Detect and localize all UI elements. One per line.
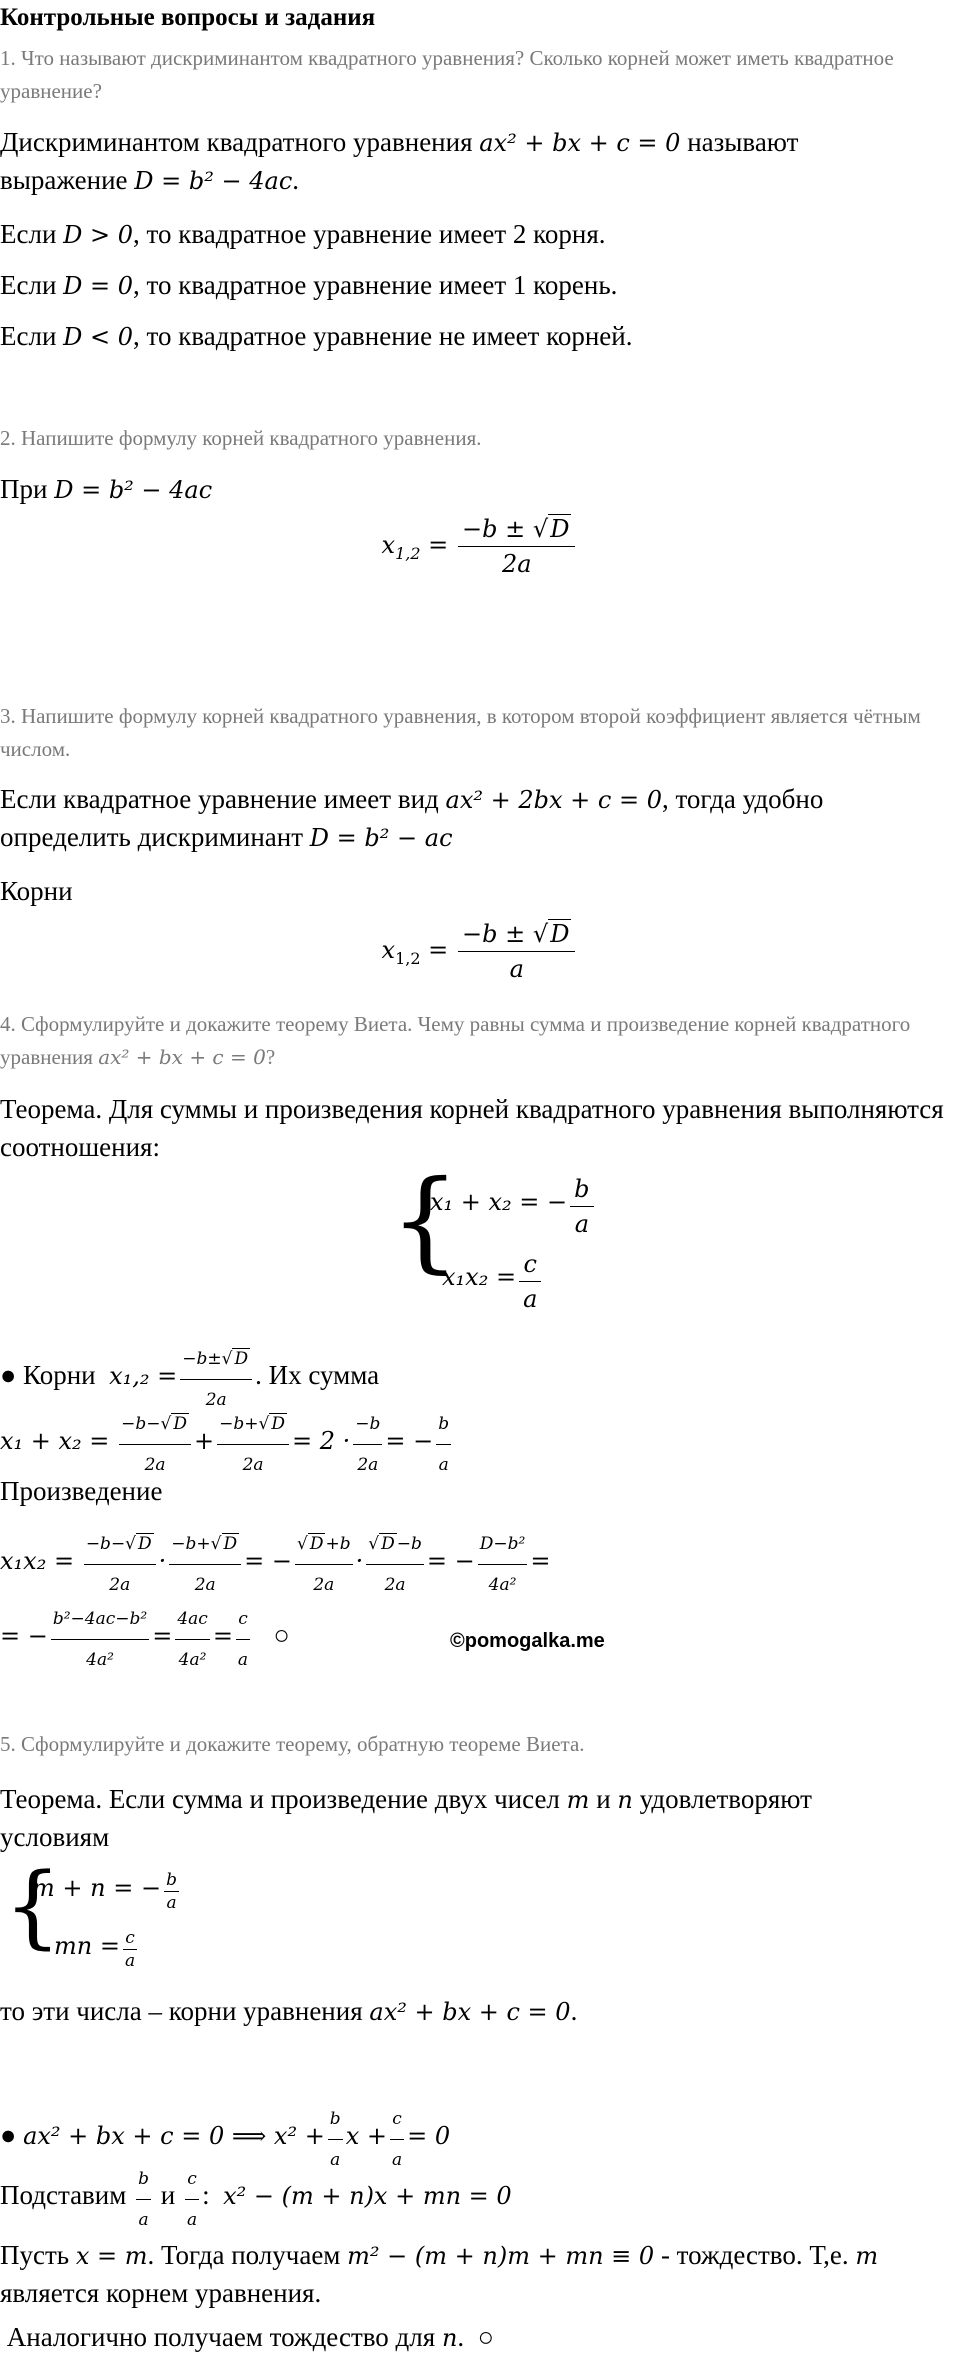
formula-roots-even: $x_{1,2}$ = $\frac{-b \pm √D}{a}$ [0, 920, 960, 983]
inverse-theorem-conclusion: то эти числа – корни уравнения ax² + bx + c = 0. [0, 1996, 578, 2026]
formula-quadratic: ax² + bx + c = 0 [479, 129, 681, 157]
answer-3-roots-label: Корни [0, 876, 73, 906]
case-d-positive: Если D > 0, то квадратное уравнение имеет 2 корня. [0, 219, 606, 249]
question-2: 2. Напишите формулу корней квадратного уравнения. [0, 426, 482, 450]
answer-1-line-1: Дискриминантом квадратного уравнения ax² + bx + c = 0 называют [0, 127, 799, 157]
vieta-proof-product-2: = − $\frac{\text{b²−4ac−b²}}{\text{4a²}}$ = $\frac{4ac}{\text{4a²}}$ = $\frac{c}{a}$ ○ [0, 1600, 950, 1679]
proof-end-icon: ○ [273, 1620, 290, 1650]
case-d-negative: Если D < 0, то квадратное уравнение не имеет корней. [0, 321, 633, 351]
answer-2-lead: При D = b² − 4ac [0, 474, 213, 504]
inverse-system: { m + n = − $\frac{b}{a}$ mn = $\frac{c}{a}$ [4, 1854, 177, 1971]
vieta-system: { x₁ + x₂ = − $\frac{b}{a}$ x₁x₂ = $\frac{c}{a}$ [390, 1175, 630, 1325]
question-4: 4. Сформулируйте и докажите теорему Виета. Чему равны сумма и произведение корней квадратного уравнения ax² + bx + c = 0? [0, 1012, 911, 1069]
inverse-theorem-line-1: Теорема. Если сумма и произведение двух чисел m и n удовлетворяют [0, 1784, 812, 1814]
vieta-proof-roots: ● Корни x₁,₂ = $\frac{-b\pm√ D}{2a}$ . Их сумма [0, 1340, 950, 1419]
vieta-theorem: Теорема. Для суммы и произведения корней квадратного уравнения выполняются соотношения: [0, 1094, 944, 1162]
inverse-proof-step-1: ● ax² + bx + c = 0 ⟹ x² + $\frac{b}{a}$ x + $\frac{c}{a}$ = 0 [0, 2100, 950, 2179]
vieta-proof-sum: x₁ + x₂ = $\frac{-b-√ D}{2a}$ + $\frac{-b+√ D}{2a}$ = 2 · $\frac{-b}{2a}$ = − $\frac{b}{a}$ [0, 1405, 950, 1484]
inverse-theorem-line-2: условиям [0, 1822, 110, 1852]
question-1: 1. Что называют дискриминантом квадратного уравнения? Сколько корней может иметь квадратное уравнение? [0, 46, 894, 103]
vieta-proof-product-1: x₁x₂ = $\frac{-b-√ D}{2a}$ · $\frac{-b+√ D}{2a}$ = − $\frac{√ D +b}{2a}$ · $\frac{√ D -b}{2a}$ = − $\frac{\text{D−b²}}{\text{4a²}}$ = [0, 1525, 950, 1604]
question-5: 5. Сформулируйте и докажите теорему, обратную теореме Виета. [0, 1732, 585, 1756]
answer-3-line-2: определить дискриминант D = b² − ac [0, 822, 453, 852]
formula-roots: $x_{1,2}$ = $\frac{-b \pm √D}{2a}$ [0, 515, 960, 578]
answer-1-line-2: выражение D = b² − 4ac. [0, 165, 300, 195]
inverse-proof-step-4: является корнем уравнения. [0, 2278, 322, 2308]
proof-end-icon: ○ [477, 2322, 494, 2352]
inverse-proof-step-3: Пусть x = m. Тогда получаем m² − (m + n)m + mn ≡ 0 - тождество. Т,е. m [0, 2240, 879, 2270]
case-d-zero: Если D = 0, то квадратное уравнение имеет 1 корень. [0, 270, 618, 300]
inverse-proof-step-5: Аналогично получаем тождество для n. ○ [6, 2322, 494, 2352]
page-title: Контрольные вопросы и задания [0, 4, 376, 31]
answer-3-line-1: Если квадратное уравнение имеет вид ax² + 2bx + c = 0, тогда удобно [0, 784, 824, 814]
formula-discriminant: D = b² − 4ac [134, 167, 293, 195]
left-brace-icon: { [390, 1156, 460, 1284]
vieta-product-label: Произведение [0, 1476, 163, 1506]
watermark: ©pomogalka.me [450, 1630, 605, 1652]
question-3: 3. Напишите формулу корней квадратного уравнения, в котором второй коэффициент является чётным числом. [0, 704, 921, 761]
left-brace-icon: { [4, 1854, 62, 1959]
inverse-proof-step-2: Подставим $\frac{b}{a}$ и $\frac{c}{a}$ : x² − (m + n)x + mn = 0 [0, 2160, 950, 2239]
